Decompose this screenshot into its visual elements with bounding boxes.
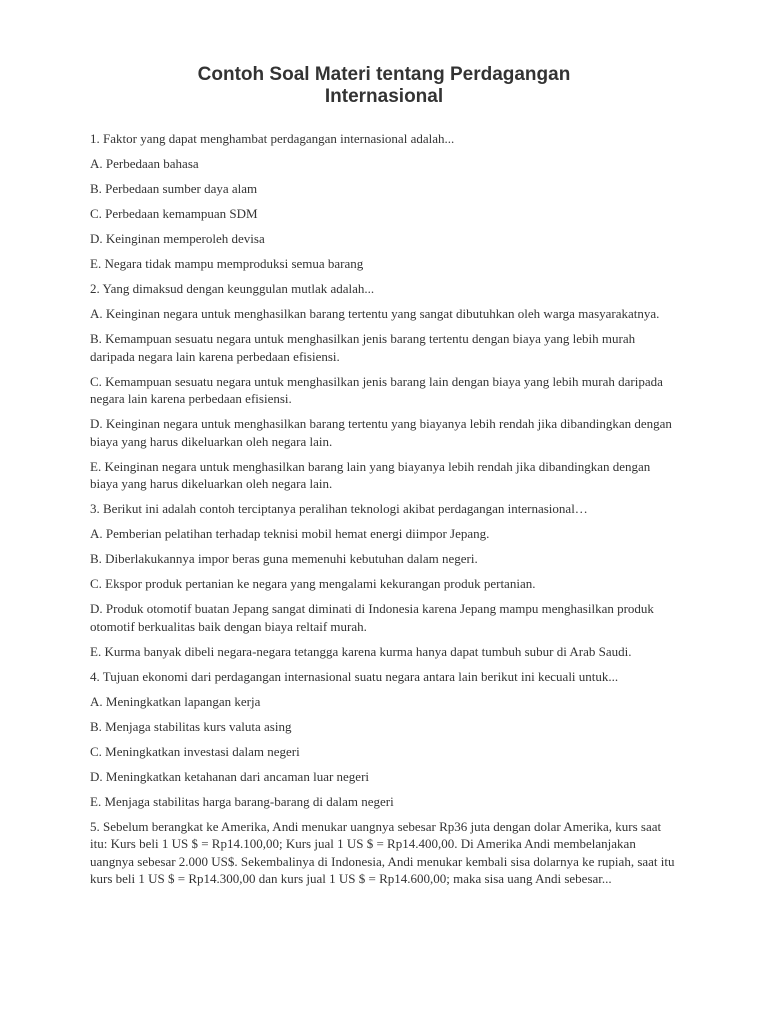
question-4-option-b: B. Menjaga stabilitas kurs valuta asing <box>90 718 292 734</box>
question-3-option-c: C. Ekspor produk pertanian ke negara yang mengalami kekurangan produk pertanian. <box>90 576 536 591</box>
question-5: 5. Sebelum berangkat ke Amerika, Andi menukar uangnya sebesar Rp36 juta dengan dolar Amerika, kurs saat itu: Kurs beli 1 US $ = Rp14.100,00; Kurs jual 1 US $ = Rp14.400,00. Di Amerika Andi membelanjakan uangnya sebesar 2.000 US$. Sekembalinya di Indonesia, Andi menukar kembali sisa dolarnya ke rupiah, saat itu kurs beli 1 US $ = Rp14.300,00 dan kurs jual 1 US $ = Rp14.600,00; maka sisa uang Andi sebesar... <box>90 818 675 886</box>
question-4-option-a: A. Meningkatkan lapangan kerja <box>90 693 261 709</box>
question-1-option-e: E. Negara tidak mampu memproduksi semua barang <box>90 256 364 271</box>
question-3-option-e: E. Kurma banyak dibeli negara-negara tetangga karena kurma hanya dapat tumbuh subur di Arab Saudi. <box>90 643 632 659</box>
question-4-option-e: E. Menjaga stabilitas harga barang-barang di dalam negeri <box>90 793 394 809</box>
question-2-option-d: D. Keinginan negara untuk menghasilkan barang tertentu yang biayanya lebih rendah jika dibandingkan dengan biaya yang harus dikeluarkan oleh negara lain. <box>90 416 672 449</box>
question-2: 2. Yang dimaksud dengan keunggulan mutlak adalah... <box>90 281 375 296</box>
document-body <box>90 130 678 888</box>
question-3-option-b: B. Diberlakukannya impor beras guna memenuhi kebutuhan dalam negeri. <box>90 551 478 566</box>
question-3-option-a: A. Pemberian pelatihan terhadap teknisi mobil hemat energi diimpor Jepang. <box>90 526 490 541</box>
question-1-option-a: A. Perbedaan bahasa <box>90 156 199 171</box>
question-3: 3. Berikut ini adalah contoh terciptanya peralihan teknologi akibat perdagangan internasional… <box>90 501 588 516</box>
question-4-option-c: C. Meningkatkan investasi dalam negeri <box>90 743 300 759</box>
question-2-option-e: E. Keinginan negara untuk menghasilkan barang lain yang biayanya lebih rendah jika dibandingkan dengan biaya yang harus dikeluarkan oleh negara lain. <box>90 458 651 491</box>
question-3-option-d: D. Produk otomotif buatan Jepang sangat diminati di Indonesia karena Jepang mampu menghasilkan produk otomotif berkualitas baik dengan biaya reltaif murah. <box>90 601 654 634</box>
question-1-option-d: D. Keinginan memperoleh devisa <box>90 231 265 246</box>
question-1-option-c: C. Perbedaan kemampuan SDM <box>90 206 258 221</box>
question-2-option-c: C. Kemampuan sesuatu negara untuk menghasilkan jenis barang lain dengan biaya yang lebih murah daripada negara lain karena perbedaan efisiensi. <box>90 373 663 406</box>
question-2-option-b: B. Kemampuan sesuatu negara untuk menghasilkan jenis barang tertentu dengan biaya yang lebih murah daripada negara lain karena perbedaan efisiensi. <box>90 331 636 364</box>
question-4: 4. Tujuan ekonomi dari perdagangan internasional suatu negara antara lain berikut ini kecuali untuk... <box>90 668 619 684</box>
question-4-option-d: D. Meningkatkan ketahanan dari ancaman luar negeri <box>90 768 370 784</box>
document-title: Contoh Soal Materi tentang Perdagangan Internasional <box>197 64 571 107</box>
question-2-option-a: A. Keinginan negara untuk menghasilkan barang tertentu yang sangat dibutuhkan oleh warga masyarakatnya. <box>90 306 660 321</box>
question-1-option-b: B. Perbedaan sumber daya alam <box>90 181 258 196</box>
question-1: 1. Faktor yang dapat menghambat perdagangan internasional adalah... <box>90 131 455 146</box>
